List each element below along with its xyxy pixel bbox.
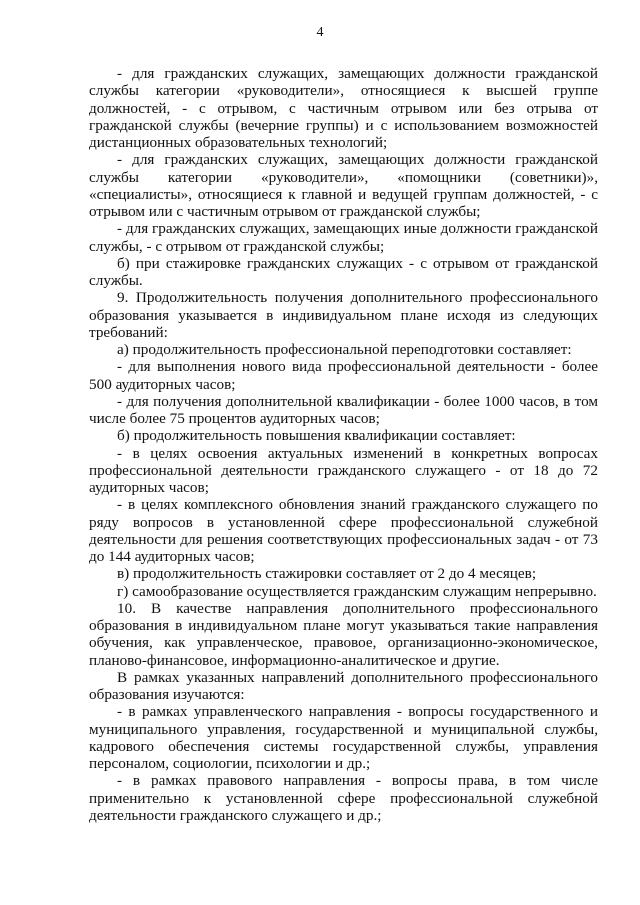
paragraph-7: - для выполнения нового вида профессиональной деятельности - более 500 аудиторных часов; [89,358,598,393]
paragraph-12: в) продолжительность стажировки составляет от 2 до 4 месяцев; [117,565,537,583]
body-text [89,65,598,824]
paragraph-10: - в целях освоения актуальных изменений в конкретных вопросах профессиональной деятельности гражданского служащего - от 18 до 72 аудиторных часов; [89,444,598,496]
paragraph-8: - для получения дополнительной квалификации - более 1000 часов, в том числе более 75 процентов аудиторных часов; [89,392,598,427]
paragraph-5: 9. Продолжительность получения дополнительного профессионального образования указывается в индивидуальном плане исходя из следующих требований: [89,289,598,341]
paragraph-2: - для гражданских служащих, замещающих должности гражданской службы категории «руководители», «помощники (советники)», «специалисты», относящиеся к главной и ведущей группам должностей, - с отрывом или с частичным отрывом от гражданской службы; [89,151,598,220]
paragraph-14: 10. В качестве направления дополнительного профессионального образования в индивидуальном плане могут указываться такие направления обучения, как управленческое, правовое, организационно-экономическое, планово-финансовое, информационно-аналитическое и другие. [89,599,598,669]
paragraph-6: а) продолжительность профессиональной переподготовки составляет: [117,341,572,358]
paragraph-13: г) самообразование осуществляется гражданским служащим непрерывно. [117,582,597,600]
paragraph-11: - в целях комплексного обновления знаний гражданского служащего по ряду вопросов в установленной сфере профессиональной служебной деятельности для решения соответствующих профессиональных задач - от 73 до 144 аудиторных часов; [89,496,598,565]
page-number: 4 [316,25,324,40]
paragraph-4: б) при стажировке гражданских служащих - с отрывом от гражданской службы. [89,254,598,289]
paragraph-15: В рамках указанных направлений дополнительного профессионального образования изучаются: [89,668,598,703]
paragraph-16: - в рамках управленческого направления - вопросы государственного и муниципального управления, государственной и муниципальной службы, кадрового обеспечения системы государственной службы, управления персоналом, социологии, психологии и др.; [89,703,598,772]
paragraph-17: - в рамках правового направления - вопросы права, в том числе применительно к установленной сфере профессиональной служебной деятельности гражданского служащего и др.; [89,772,598,824]
paragraph-1: - для гражданских служащих, замещающих должности гражданской службы категории «руководители», относящиеся к высшей группе должностей, - с отрывом, с частичным отрывом или без отрыва от гражданской службы (вечерние группы) и с использованием возможностей дистанционных образовательных технологий; [89,65,598,151]
paragraph-9: б) продолжительность повышения квалификации составляет: [117,427,516,445]
paragraph-3: - для гражданских служащих, замещающих иные должности гражданской службы, - с отрывом от гражданской службы; [89,220,598,255]
